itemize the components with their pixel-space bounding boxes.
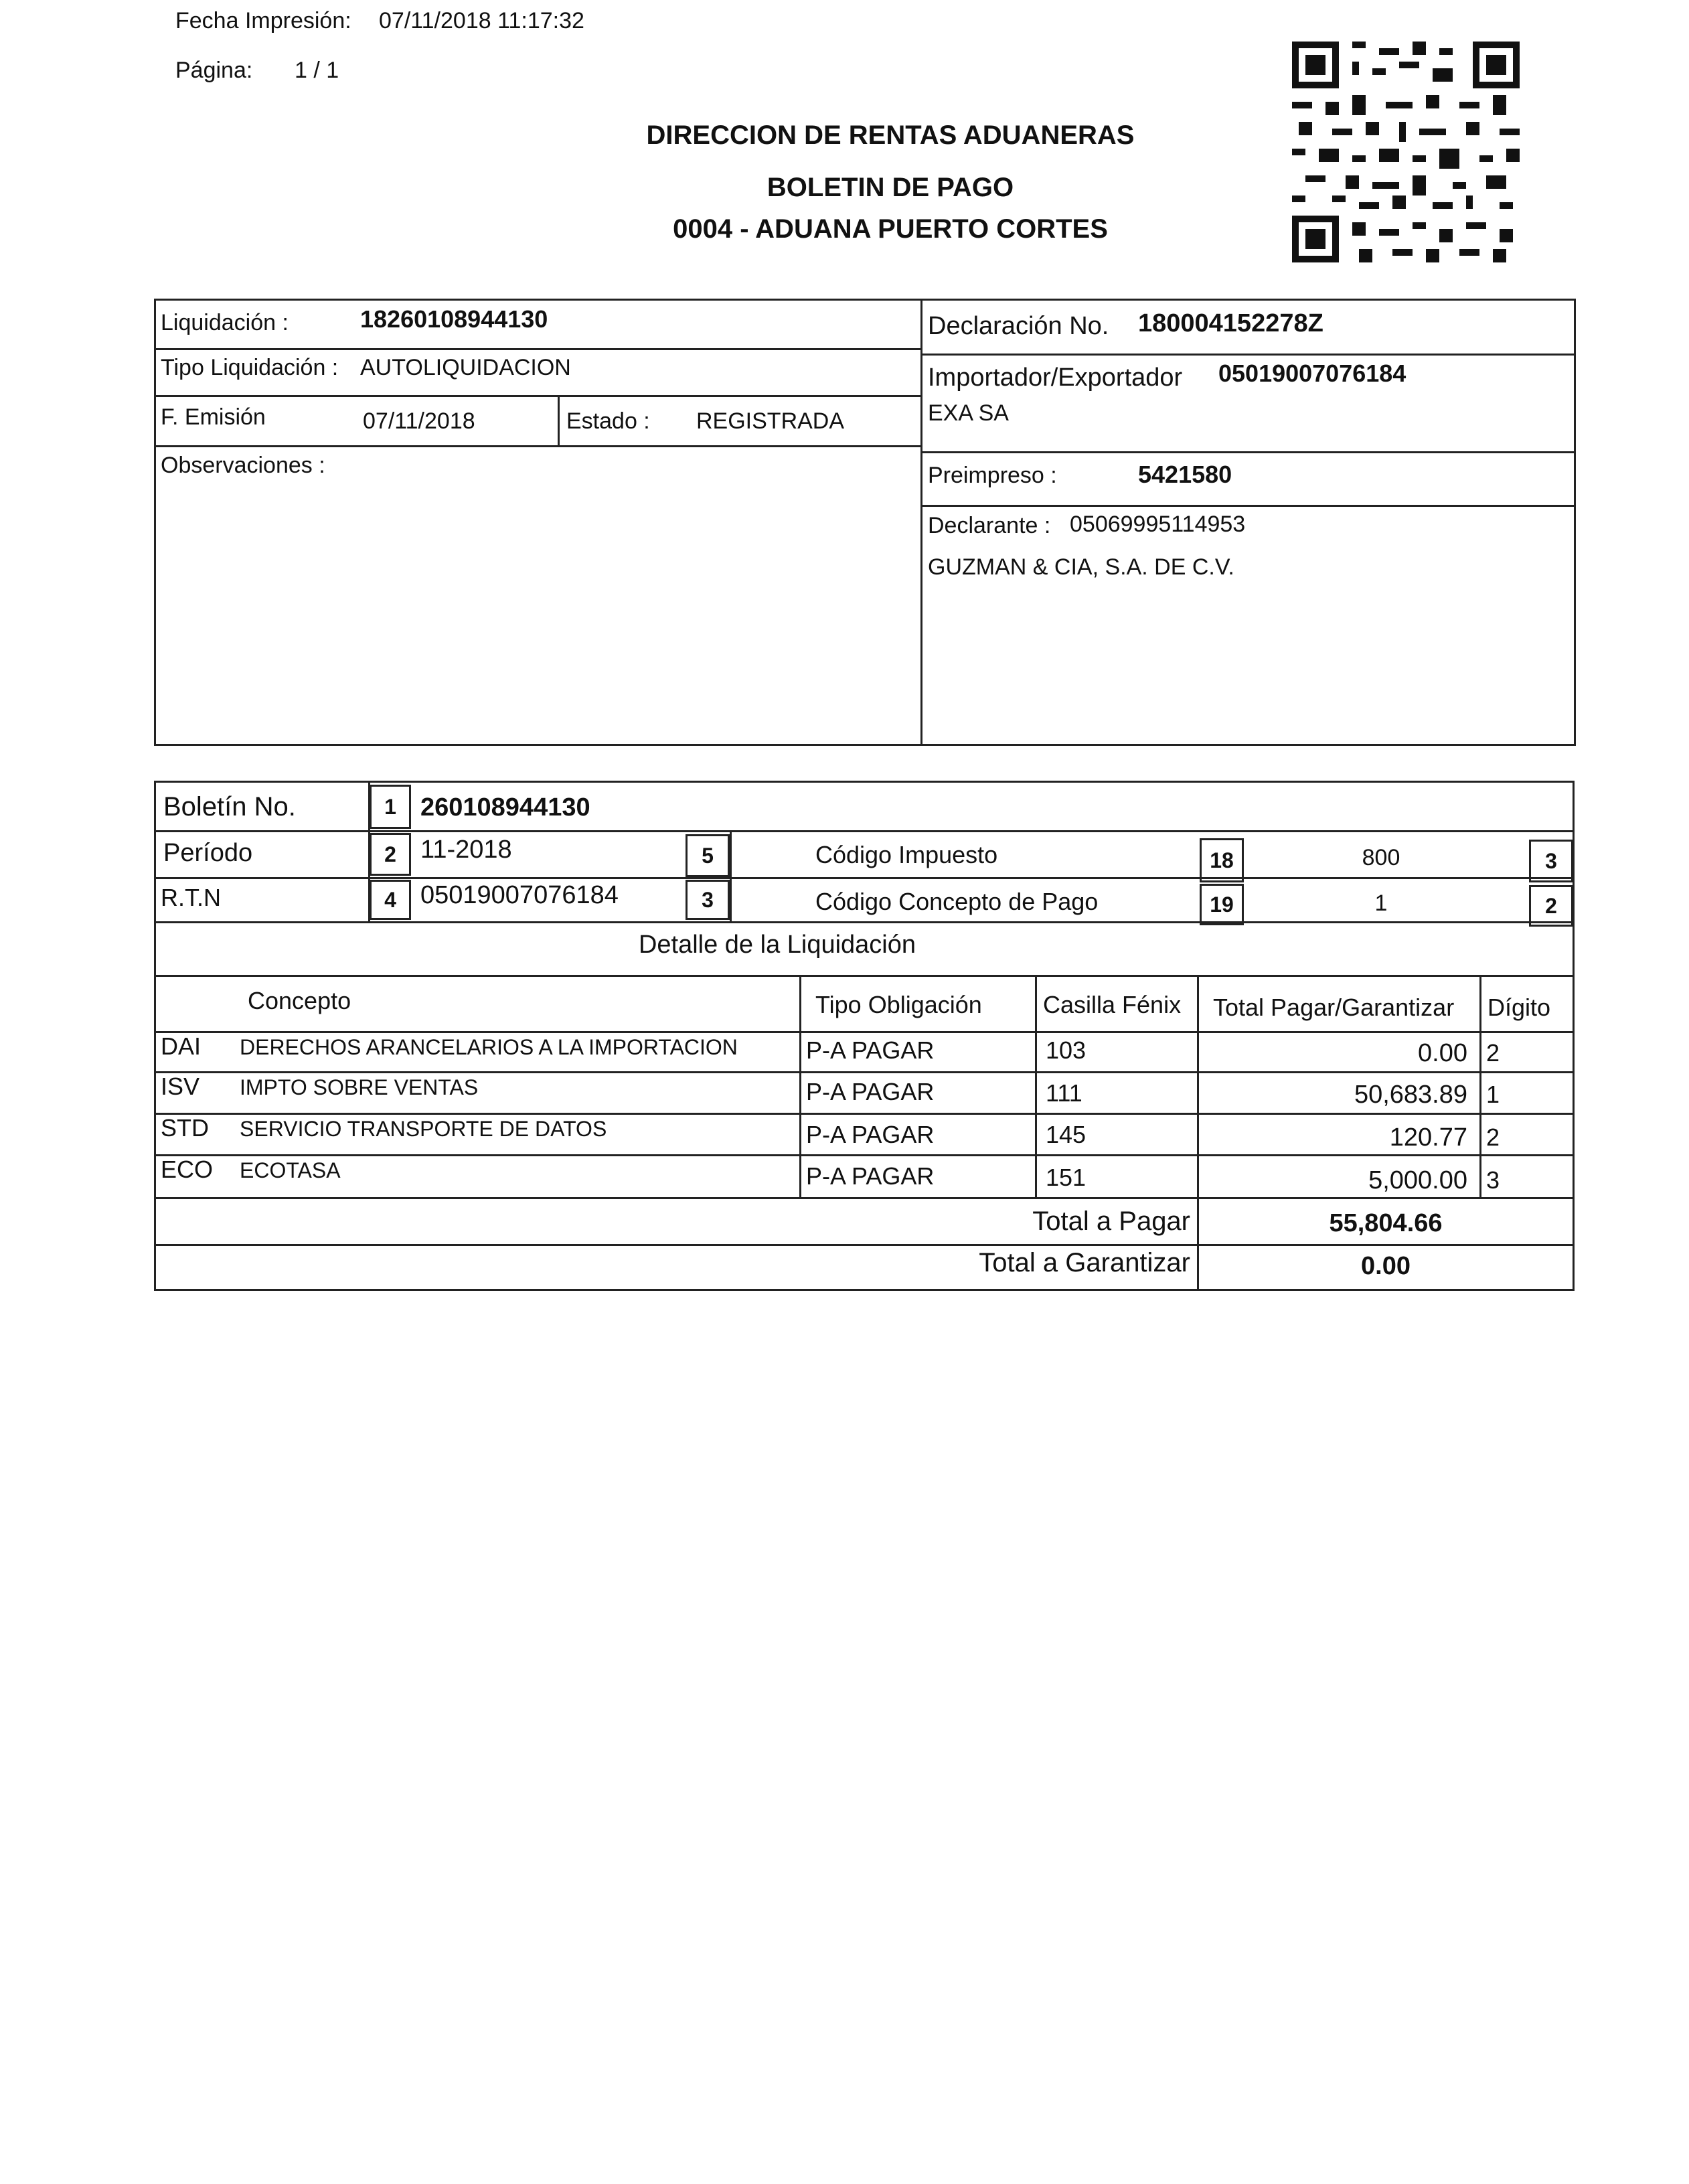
- estado-label: Estado :: [566, 408, 650, 434]
- importador-name: EXA SA: [928, 400, 1009, 426]
- observaciones-label: Observaciones :: [161, 453, 325, 478]
- importador-value: 05019007076184: [1218, 360, 1406, 387]
- codigo-concepto-box: 19: [1200, 884, 1244, 925]
- row-casilla: 151: [1046, 1164, 1087, 1191]
- row-casilla: 103: [1046, 1036, 1087, 1064]
- periodo-box: 2: [370, 833, 411, 876]
- row-casilla: 145: [1046, 1121, 1087, 1148]
- importador-label: Importador/Exportador: [928, 364, 1183, 392]
- codigo-concepto-box-2: 2: [1529, 885, 1573, 927]
- qr-code-icon: [1292, 42, 1520, 262]
- declarante-label: Declarante :: [928, 513, 1051, 538]
- title-direccion: DIRECCION DE RENTAS ADUANERAS: [646, 121, 1135, 150]
- tipo-liquidacion-label: Tipo Liquidación :: [161, 355, 339, 380]
- col-header-concepto: Concepto: [248, 987, 351, 1014]
- print-date-value: 07/11/2018 11:17:32: [379, 8, 584, 33]
- row-total: 0.00: [1418, 1039, 1467, 1067]
- row-tipo: P-A PAGAR: [806, 1162, 935, 1190]
- col-header-tipo: Tipo Obligación: [815, 991, 982, 1018]
- row-digito: 3: [1486, 1166, 1500, 1194]
- row-desc: IMPTO SOBRE VENTAS: [240, 1075, 479, 1099]
- rtn-box-2: 3: [686, 880, 730, 920]
- page-label: Página:: [175, 58, 253, 83]
- print-date-label: Fecha Impresión:: [175, 8, 351, 33]
- periodo-label: Período: [163, 839, 253, 867]
- row-digito: 1: [1486, 1081, 1500, 1108]
- detalle-title: Detalle de la Liquidación: [638, 931, 916, 959]
- preimpreso-label: Preimpreso :: [928, 463, 1057, 488]
- row-casilla: 111: [1046, 1079, 1082, 1107]
- boletin-value: 260108944130: [420, 793, 590, 822]
- liquidacion-value: 18260108944130: [360, 305, 548, 333]
- row-code: ISV: [161, 1073, 200, 1100]
- rtn-box: 4: [370, 880, 411, 920]
- rtn-value: 05019007076184: [420, 881, 619, 909]
- row-desc: SERVICIO TRANSPORTE DE DATOS: [240, 1117, 607, 1141]
- row-total: 5,000.00: [1368, 1166, 1467, 1194]
- row-tipo: P-A PAGAR: [806, 1036, 935, 1064]
- total-pagar-label: Total a Pagar: [1032, 1206, 1190, 1236]
- row-desc: ECOTASA: [240, 1158, 341, 1182]
- codigo-impuesto-box: 18: [1200, 838, 1244, 882]
- boletin-box: 1: [370, 785, 411, 829]
- row-tipo: P-A PAGAR: [806, 1078, 935, 1105]
- codigo-impuesto-value: 800: [1362, 845, 1400, 870]
- declarante-name: GUZMAN & CIA, S.A. DE C.V.: [928, 554, 1234, 580]
- title-boletin: BOLETIN DE PAGO: [767, 173, 1014, 202]
- col-header-casilla: Casilla Fénix: [1043, 991, 1182, 1018]
- row-tipo: P-A PAGAR: [806, 1121, 935, 1148]
- tipo-liquidacion-value: AUTOLIQUIDACION: [360, 355, 571, 380]
- total-pagar-value: 55,804.66: [1329, 1209, 1443, 1237]
- row-desc: DERECHOS ARANCELARIOS A LA IMPORTACION: [240, 1035, 738, 1059]
- row-total: 120.77: [1389, 1123, 1467, 1152]
- emision-value: 07/11/2018: [363, 408, 475, 434]
- declarante-value: 05069995114953: [1070, 512, 1246, 537]
- row-code: DAI: [161, 1032, 202, 1060]
- emision-label: F. Emisión: [161, 404, 266, 430]
- page-value: 1 / 1: [295, 58, 339, 83]
- periodo-value: 11-2018: [420, 836, 512, 864]
- col-header-total: Total Pagar/Garantizar: [1213, 994, 1455, 1021]
- boletin-label: Boletín No.: [163, 792, 296, 822]
- codigo-impuesto-box-2: 3: [1529, 840, 1573, 882]
- row-digito: 2: [1486, 1123, 1500, 1151]
- declaracion-value: 180004152278Z: [1138, 309, 1323, 337]
- rtn-label: R.T.N: [161, 884, 221, 911]
- row-total: 50,683.89: [1354, 1081, 1467, 1109]
- estado-value: REGISTRADA: [696, 408, 845, 434]
- codigo-concepto-label: Código Concepto de Pago: [815, 888, 1099, 915]
- preimpreso-value: 5421580: [1138, 461, 1232, 488]
- title-aduana: 0004 - ADUANA PUERTO CORTES: [673, 214, 1108, 244]
- codigo-impuesto-label: Código Impuesto: [815, 841, 998, 868]
- liquidacion-label: Liquidación :: [161, 310, 289, 335]
- total-garantizar-value: 0.00: [1361, 1252, 1411, 1280]
- total-garantizar-label: Total a Garantizar: [979, 1248, 1190, 1277]
- codigo-concepto-value: 1: [1374, 890, 1388, 916]
- row-code: STD: [161, 1114, 209, 1142]
- declaracion-label: Declaración No.: [928, 312, 1109, 340]
- row-digito: 2: [1486, 1039, 1500, 1067]
- periodo-box-2: 5: [686, 834, 730, 877]
- col-header-digito: Dígito: [1487, 994, 1551, 1021]
- row-code: ECO: [161, 1156, 214, 1183]
